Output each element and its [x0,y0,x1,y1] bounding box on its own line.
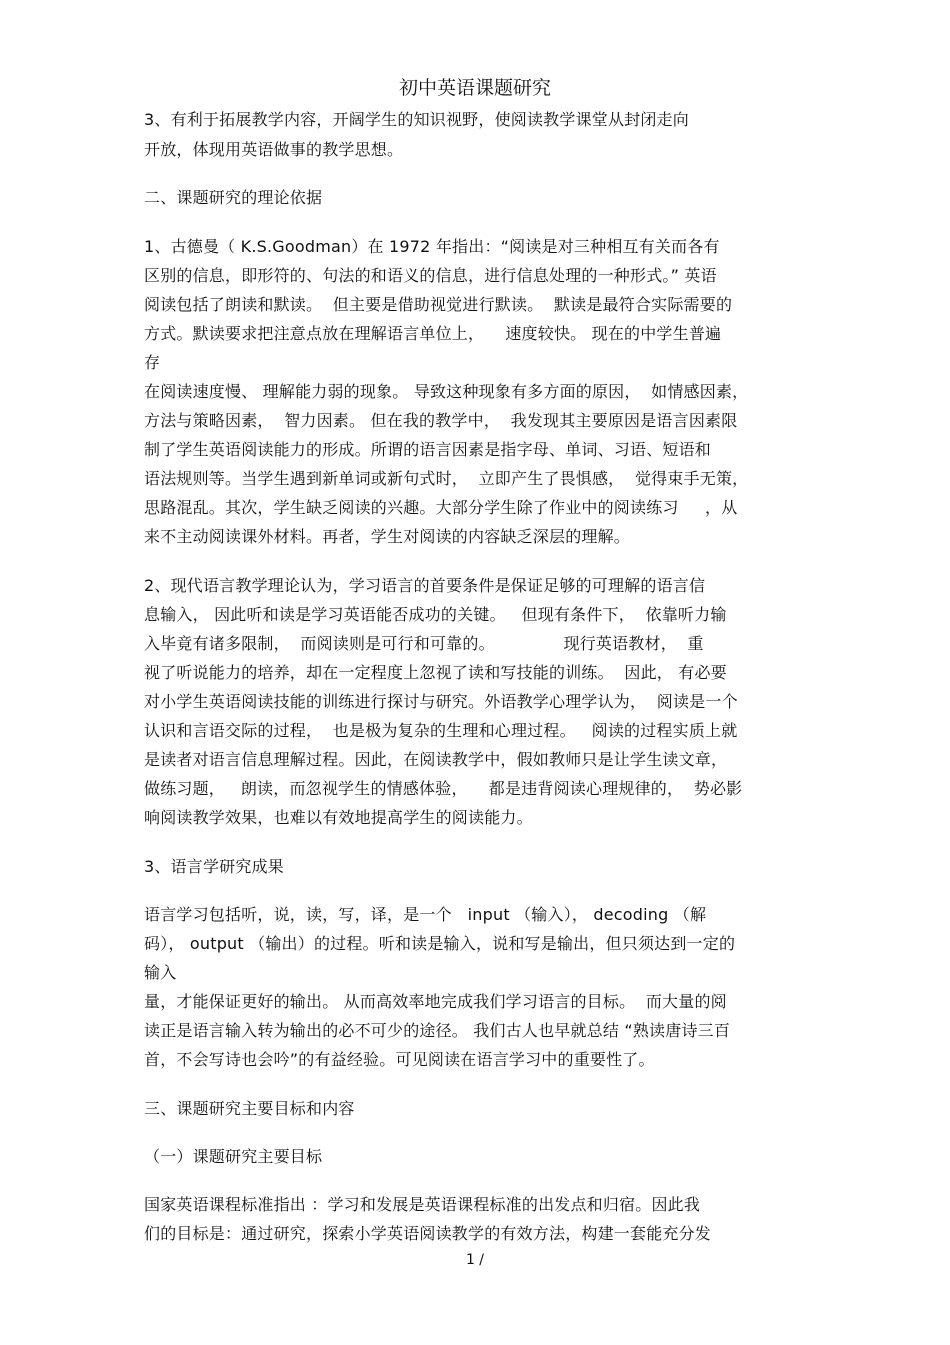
text-line: 1、古德曼（ K.S.Goodman）在 1972 年指出：“阅读是对三种相互有关而各有 [144,237,720,256]
text-line: 区别的信息，即形符的、句法的和语义的信息，进行信息处理的一种形式。” 英语 [144,266,717,285]
text-line: 量，才能保证更好的输出。 从而高效率地完成我们学习语言的目标。 而大量的阅 [144,992,727,1011]
text-line: 制了学生英语阅读能力的形成。所谓的语言因素是指字母、单词、习语、短语和 [144,440,712,459]
text-line: 首，不会写诗也会吟”的有益经验。可见阅读在语言学习中的重要性了。 [144,1050,655,1069]
text-line: 是读者对语言信息理解过程。因此，在阅读教学中，假如教师只是让学生读文章， [144,750,728,769]
page-number: 1 / [465,1252,485,1268]
text-line: 开放，体现用英语做事的教学思想。 [144,140,404,159]
text-line: 2、现代语言教学理论认为，学习语言的首要条件是保证足够的可理解的语言信 [144,576,706,595]
text-line: 来不主动阅读课外材料。再者，学生对阅读的内容缺乏深层的理解。 [144,527,631,546]
text-line: 息输入， 因此听和读是学习英语能否成功的关键。 但现有条件下， 依靠听力输 [144,605,727,624]
text-line: 方式。默读要求把注意点放在理解语言单位上， 速度较快。 现在的中学生普遍 [144,324,722,343]
text-line: 响阅读教学效果，也难以有效地提高学生的阅读能力。 [144,808,533,827]
text-line: 认识和言语交际的过程， 也是极为复杂的生理和心理过程。 阅读的过程实质上就 [144,721,738,740]
page-title: 初中英语课题研究 [398,77,551,99]
text-line: 码）， output （输出）的过程。听和读是输入，说和写是输出，但只须达到一定的 [144,934,736,953]
text-line: 语言学习包括听，说，读，写，译，是一个 input （输入）， decoding （解 [144,905,707,924]
section-heading: 二、课题研究的理论依据 [144,188,323,207]
text-line: 方法与策略因素， 智力因素。 但在我的教学中， 我发现其主要原因是语言因素限 [144,411,738,430]
text-line: 存 [144,353,161,372]
subsection-heading: （一）课题研究主要目标 [144,1147,323,1166]
text-line: 思路混乱。其次，学生缺乏阅读的兴趣。大部分学生除了作业中的阅读练习 ，从 [144,498,738,517]
text-line: 视了听说能力的培养，却在一定程度上忽视了读和写技能的训练。 因此， 有必要 [144,663,727,682]
text-line: 做练习题， 朗读，而忽视学生的情感体验， 都是违背阅读心理规律的， 势必影 [144,779,743,798]
section-heading: 三、课题研究主要目标和内容 [144,1099,355,1118]
text-line: 3、有利于拓展教学内容，开阔学生的知识视野，使阅读教学课堂从封闭走向 [144,110,689,129]
text-line: 入毕竟有诸多限制， 而阅读则是可行和可靠的。 现行英语教材， 重 [144,634,704,653]
text-line: 阅读包括了朗读和默读。 但主要是借助视觉进行默读。 默读是最符合实际需要的 [144,295,733,314]
text-line: 语法规则等。当学生遇到新单词或新句式时， 立即产生了畏惧感， 觉得束手无策， [144,469,749,488]
text-line: 国家英语课程标准指出 ：学习和发展是英语课程标准的出发点和归宿。因此我 [144,1195,701,1214]
text-line: 输入 [144,963,177,982]
text-line: 对小学生英语阅读技能的训练进行探讨与研究。外语教学心理学认为， 阅读是一个 [144,692,738,711]
text-line: 在阅读速度慢、 理解能力弱的现象。 导致这种现象有多方面的原因， 如情感因素， [144,382,749,401]
text-line: 们的目标是：通过研究，探索小学英语阅读教学的有效方法，构建一套能充分发 [144,1224,712,1243]
section-heading: 3、语言学研究成果 [144,857,284,876]
text-line: 读正是语言输入转为输出的必不可少的途径。 我们古人也早就总结 “熟读唐诗三百 [144,1021,731,1040]
